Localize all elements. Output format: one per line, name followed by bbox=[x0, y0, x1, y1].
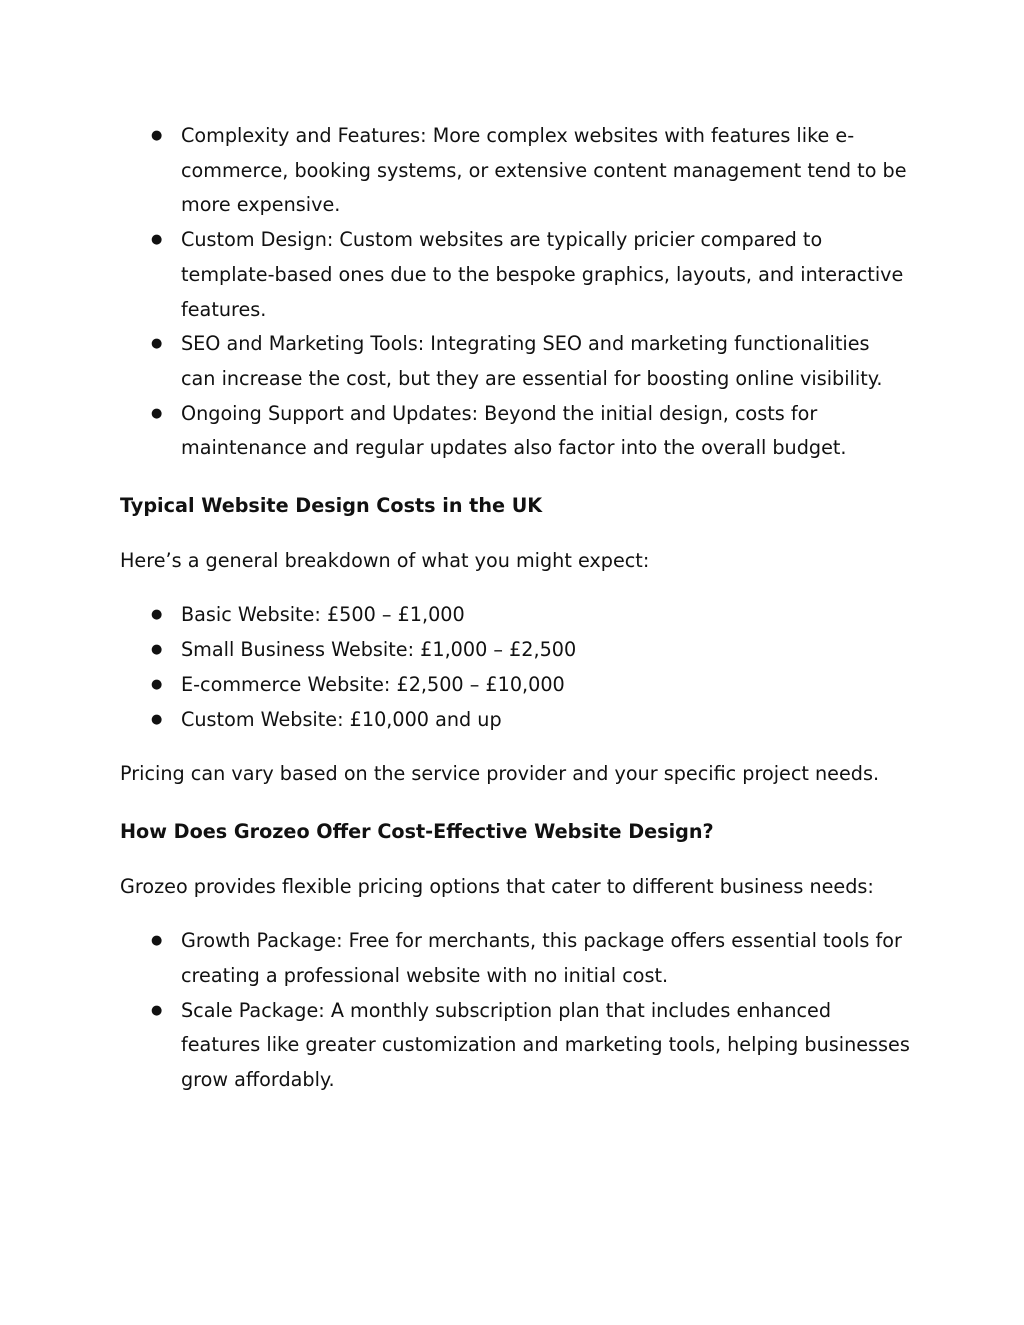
document-body bbox=[120, 119, 910, 1098]
section-heading-grozeo: How Does Grozeo Offer Cost-Effective Website Design? bbox=[120, 819, 714, 843]
bullet-icon: ● bbox=[151, 336, 163, 352]
bullet-icon: ● bbox=[151, 711, 163, 727]
list-item-text: Ongoing Support and Updates: Beyond the initial design, costs for maintenance and regular updates also factor into the overall budget. bbox=[181, 401, 847, 460]
list-item bbox=[120, 703, 910, 738]
bullet-icon: ● bbox=[151, 128, 163, 143]
list-item bbox=[120, 223, 910, 327]
cost-factors-list bbox=[120, 119, 910, 466]
list-item-text: Custom Design: Custom websites are typically pricier compared to template-based ones due to the bespoke graphics, layouts, and interactive features. bbox=[181, 228, 904, 321]
list-item bbox=[120, 598, 910, 633]
list-item-text: SEO and Marketing Tools: Integrating SEO and marketing functionalities can increase the cost, but they are essential for boosting online visibility. bbox=[181, 332, 883, 390]
section-heading-typical-costs: Typical Website Design Costs in the UK bbox=[120, 494, 543, 518]
section-intro-grozeo: Grozeo provides flexible pricing options that cater to different business needs: bbox=[120, 874, 874, 898]
list-item bbox=[120, 327, 910, 396]
bullet-icon: ● bbox=[151, 642, 163, 658]
section-intro-typical-costs: Here’s a general breakdown of what you might expect: bbox=[120, 548, 650, 572]
pricing-note: Pricing can vary based on the service provider and your specific project needs. bbox=[120, 762, 880, 786]
list-item-text: Complexity and Features: More complex websites with features like e-commerce, booking systems, or extensive content management tend to be more expensive. bbox=[181, 124, 907, 217]
list-item bbox=[120, 397, 910, 466]
list-item-text: Growth Package: Free for merchants, this package offers essential tools for creating a professional website with no initial cost. bbox=[181, 929, 902, 988]
packages-list bbox=[120, 924, 910, 1098]
list-item-text: Scale Package: A monthly subscription plan that includes enhanced features like greater customization and marketing tools, helping businesses grow affordably. bbox=[181, 998, 910, 1092]
bullet-icon: ● bbox=[151, 676, 163, 692]
list-item bbox=[120, 994, 910, 1098]
list-item bbox=[120, 119, 910, 223]
bullet-icon: ● bbox=[151, 607, 163, 623]
list-item-text: Custom Website: £10,000 and up bbox=[181, 707, 502, 731]
list-item bbox=[120, 668, 910, 703]
price-ranges-list bbox=[120, 598, 910, 737]
bullet-icon: ● bbox=[151, 232, 163, 248]
list-item bbox=[120, 633, 910, 668]
list-item-text: E-commerce Website: £2,500 – £10,000 bbox=[181, 672, 565, 696]
list-item-text: Small Business Website: £1,000 – £2,500 bbox=[181, 638, 577, 662]
bullet-icon: ● bbox=[151, 405, 163, 421]
bullet-icon: ● bbox=[151, 933, 163, 949]
bullet-icon: ● bbox=[151, 1002, 163, 1018]
list-item bbox=[120, 924, 910, 993]
list-item-text: Basic Website: £500 – £1,000 bbox=[181, 603, 465, 627]
